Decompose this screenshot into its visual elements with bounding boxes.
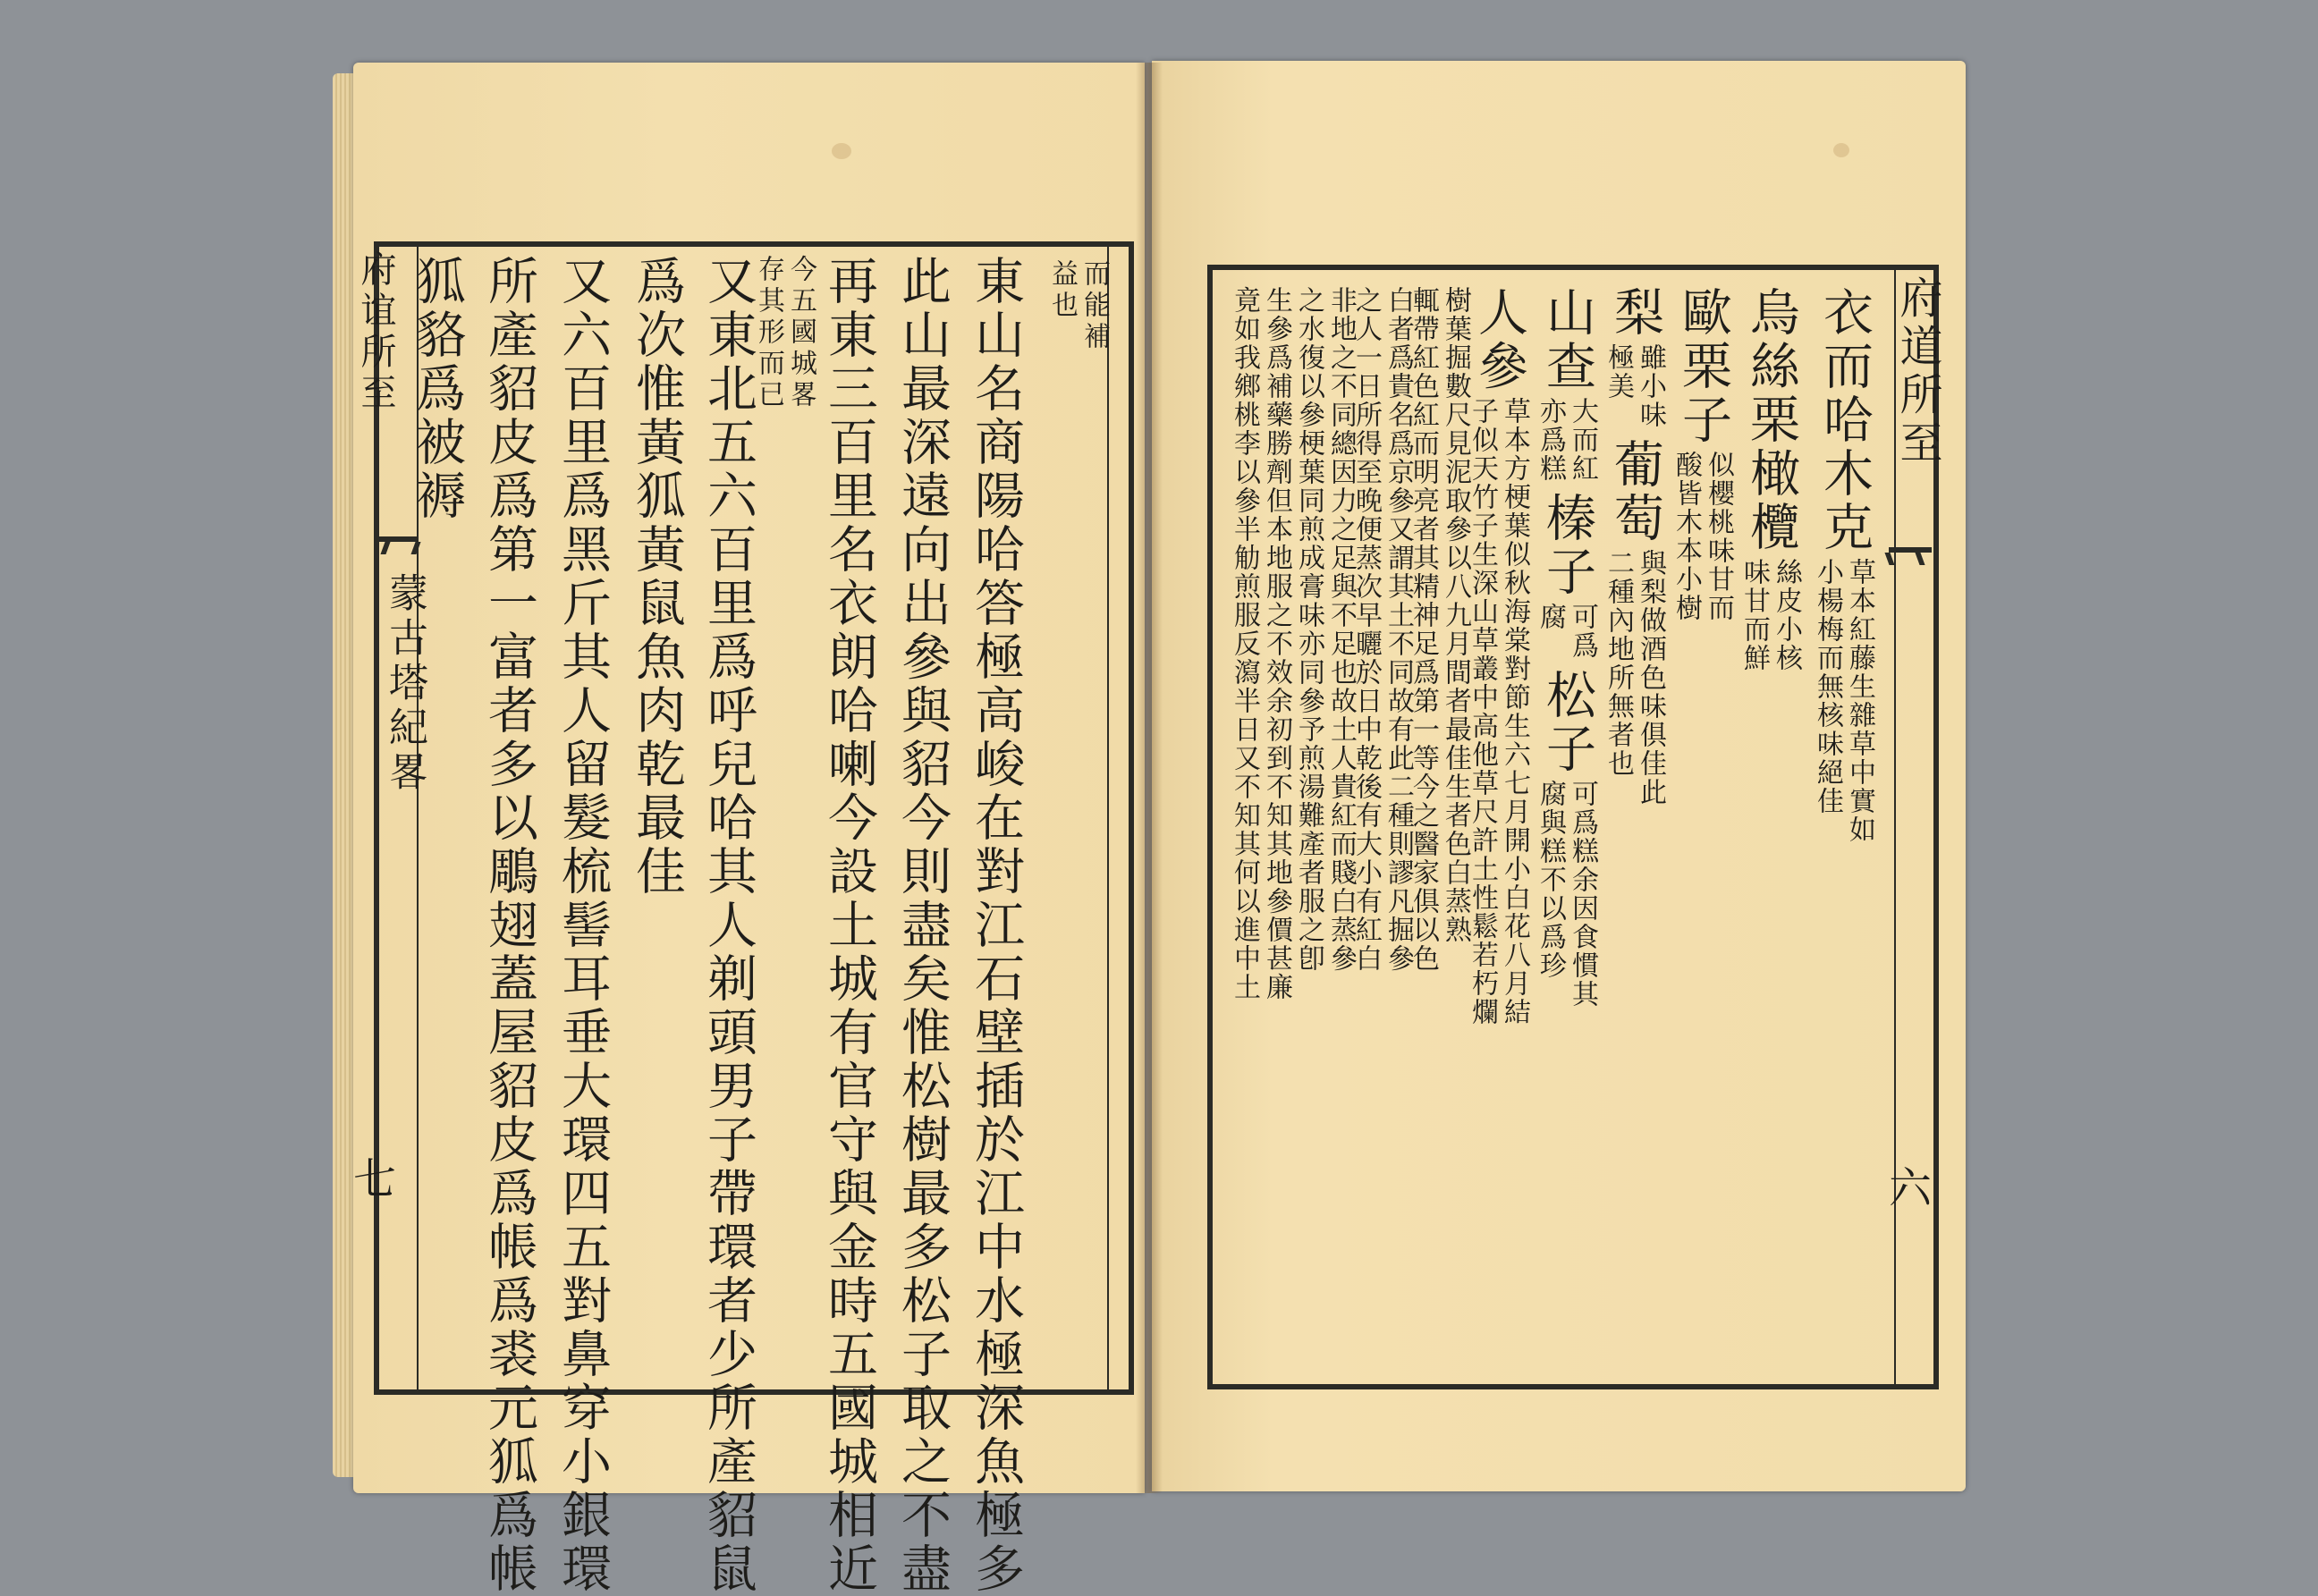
text-column-heading: 衣而哈木克 <box>1815 286 1874 554</box>
paper-stain <box>1833 143 1849 157</box>
text-note: 非地之不同總因力之足與不足也故土人貴紅而賤白蒸參 <box>1325 286 1357 973</box>
text-note: 之水復以參梗葉同煎成膏味亦同參予煎湯難產者服之卽 <box>1293 286 1324 973</box>
text-note: 子似天竹子生深山草叢中高他草尺許土性鬆若朽爛 <box>1467 397 1498 1026</box>
fishtail-mark <box>1889 547 1932 569</box>
left-inner-rule <box>1107 247 1109 1389</box>
text-note: 可爲 <box>1567 603 1598 660</box>
fishtail-mark <box>374 536 417 558</box>
paper-stain <box>832 143 851 159</box>
text-note: 之人一日所得至晚便蒸次早曬於日中乾後有大小有紅白 <box>1350 286 1382 973</box>
text-note: 與梨做酒色味俱佳此 <box>1635 549 1666 806</box>
text-note: 腐 <box>1535 603 1566 631</box>
text-column: 此山最深遠向出參與貂今則盡矣惟松樹最多松子取之不盡 <box>893 255 952 1596</box>
text-note: 大而紅 <box>1567 397 1598 483</box>
text-column-heading: 烏絲栗橄欖 <box>1742 286 1800 554</box>
text-note: 二種內地所無者也 <box>1603 549 1634 778</box>
text-note: 白者爲貴名爲京參又謂其土不同故有此二種則謬凡掘參 <box>1383 286 1414 973</box>
text-column: 又六百里爲黑斤其人留髮梳髻耳垂大環四五對鼻穿小銀環 <box>554 255 612 1596</box>
text-note: 存其形而已 <box>753 255 784 411</box>
text-note: 輒帶紅色紅而明亮者其精神足爲第一等今之醫家俱以色 <box>1408 286 1439 973</box>
text-annotation: 益也 <box>1046 259 1078 322</box>
text-column: 再東三百里名衣朗哈喇今設土城有官守與金時五國城相近 <box>820 255 878 1596</box>
text-column-heading: 松子 <box>1538 669 1596 776</box>
text-note: 極美 <box>1603 343 1634 401</box>
left-page-number: 七 <box>353 1154 397 1204</box>
text-column-heading: 歐栗子 <box>1674 286 1732 447</box>
text-note: 腐與糕不以爲珍 <box>1535 780 1566 980</box>
right-page-number: 六 <box>1889 1163 1933 1213</box>
text-note: 竟如我鄉桃李以參半觔煎服反瀉半日又不知其何以進中土 <box>1229 286 1260 1001</box>
text-column: 所產貂皮爲第一富者多以鵰翅蓋屋貂皮爲帳爲裘元狐爲帳 <box>480 255 538 1596</box>
text-column-heading: 山查 <box>1538 286 1596 393</box>
text-column-heading: 榛子 <box>1538 492 1596 599</box>
text-note: 絲皮小核 <box>1771 558 1802 672</box>
text-note: 可爲糕余因食慣其 <box>1567 780 1598 1009</box>
text-note: 今五國城畧 <box>785 255 816 411</box>
text-column: 狐貉爲被褥 <box>408 255 466 523</box>
book-gutter <box>1136 63 1163 1493</box>
text-column-heading: 梨 <box>1606 286 1664 340</box>
text-note: 樹葉掘數尺見泥取參以八九月間者最佳生者色白蒸熟 <box>1440 286 1471 944</box>
text-annotation: 而能補 <box>1079 259 1110 353</box>
text-note: 草本紅藤生雜草中實如 <box>1844 558 1875 844</box>
text-column: 又東北五六百里爲呼兒哈其人剃頭男子帶環者少所產貂鼠 <box>699 255 757 1596</box>
text-note: 味甘而鮮 <box>1738 558 1770 672</box>
text-column: 爲次惟黃狐黃鼠魚肉乾最佳 <box>628 255 686 899</box>
text-column-heading: 葡萄 <box>1606 438 1664 545</box>
text-note: 似櫻桃味甘而 <box>1703 451 1734 622</box>
text-note: 雖小味 <box>1635 343 1666 429</box>
text-note: 亦爲糕 <box>1535 397 1566 483</box>
left-margin-section: 蒙古塔紀畧 <box>382 572 427 796</box>
text-note: 生參爲補藥勝劑但本地服之不效余初到不知其地參價甚廉 <box>1261 286 1292 1001</box>
text-note: 酸皆木本小樹 <box>1671 451 1702 622</box>
right-margin-title: 府道所至 <box>1892 275 1942 469</box>
text-column-heading: 人參 <box>1470 286 1528 393</box>
text-note: 小楊梅而無核味絕佳 <box>1812 558 1843 815</box>
text-column: 東山名商陽哈答極高峻在對江石壁插於江中水極深魚極多 <box>967 255 1025 1596</box>
text-note: 草本方梗葉似秋海棠對節生六七月開小白花八月結 <box>1499 397 1530 1026</box>
left-margin-title: 府谊所至 <box>355 250 396 415</box>
